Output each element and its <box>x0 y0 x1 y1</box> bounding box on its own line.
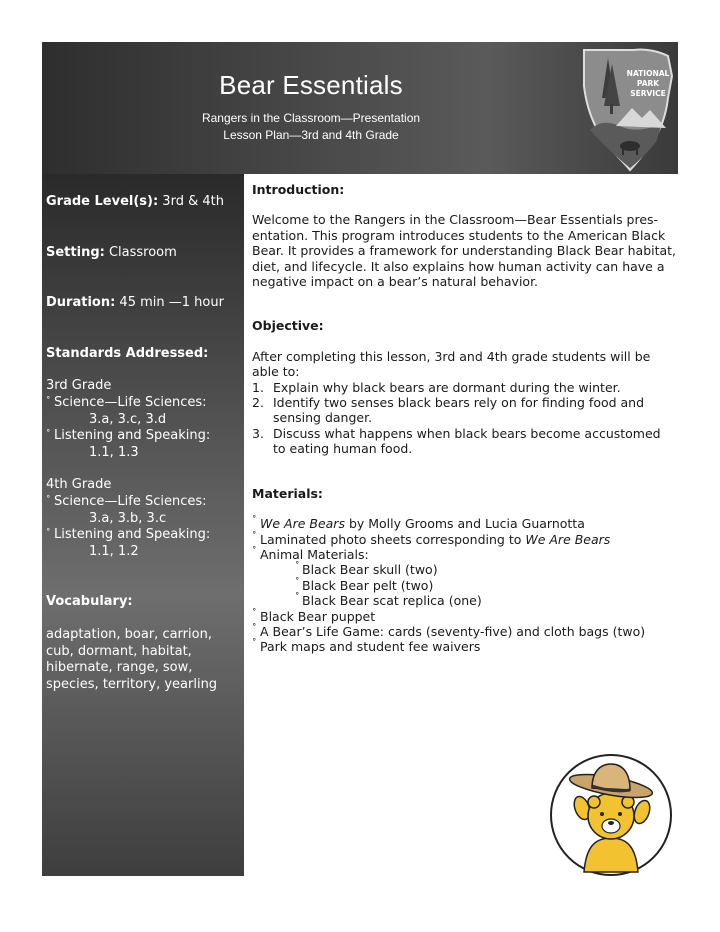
duration-value: 45 min —1 hour <box>115 295 224 311</box>
standard-codes: 3.a, 3.b, 3.c <box>89 510 167 526</box>
objective-heading: Objective: <box>252 318 324 334</box>
nps-arrowhead-icon <box>576 46 676 172</box>
standard-codes: 3.a, 3.c, 3.d <box>89 411 167 427</box>
badge-line-1: NATIONAL <box>626 69 670 78</box>
setting-value: Classroom <box>104 244 177 260</box>
subtitle-line-1: Rangers in the Classroom—Presentation <box>201 111 421 125</box>
material-item: ˚ Laminated photo sheets corresponding to We Are Bears <box>252 531 611 547</box>
sidebar <box>42 174 244 876</box>
introduction-text: Welcome to the Rangers in the Classroom—Bear Essentials pres- entation. This program introduces students to the American Black Bear. It provides a framework for understanding Black Bear habitat, diet, and lifecycle. It also explains how human activity can have a negative impact on a bear’s natural behavior. <box>252 212 677 290</box>
grade-value: 3rd & 4th <box>158 194 224 209</box>
page-title: Bear Essentials <box>219 70 403 100</box>
objective-item: 2. Identify two senses black bears rely on for finding food and sensing danger. <box>252 395 645 426</box>
material-item: ˚ Park maps and student fee waivers <box>252 639 481 655</box>
vocabulary-heading: Vocabulary: <box>46 594 133 610</box>
animal-material-item: ˚ Black Bear skull (two) <box>295 562 438 578</box>
animal-material-item: ˚ Black Bear scat replica (one) <box>295 593 482 609</box>
duration-label: Duration: <box>46 295 116 311</box>
vocabulary-list: adaptation, boar, carrion, cub, dormant, habitat, hibernate, range, sow, species, territory, yearling <box>46 626 218 692</box>
standard-item: ˚ Science—Life Sciences: <box>46 394 207 410</box>
setting-label: Setting: <box>46 244 105 260</box>
material-item: ˚ We Are Bears by Molly Grooms and Lucia Guarnotta <box>252 516 585 532</box>
standard-item: ˚ Listening and Speaking: <box>46 428 211 444</box>
standard-item: ˚ Listening and Speaking: <box>46 527 211 543</box>
ranger-bear-mascot-icon <box>548 752 674 878</box>
objective-item: 1. Explain why black bears are dormant during the winter. <box>252 379 621 395</box>
photo-book-title: We Are Bears <box>525 531 611 547</box>
introduction-heading: Introduction: <box>252 182 345 197</box>
standard-codes: 1.1, 1.2 <box>89 543 139 559</box>
material-item: ˚ Black Bear puppet <box>252 608 376 624</box>
grade-level <box>46 194 242 211</box>
main-content <box>252 182 682 655</box>
badge-line-2: PARK <box>636 79 660 88</box>
material-item: ˚ A Bear’s Life Game: cards (seventy-five) and cloth bags (two) <box>252 623 646 639</box>
material-item: ˚ Animal Materials: <box>252 546 369 562</box>
objective-intro: After completing this lesson, 3rd and 4th grade students will be able to: <box>252 348 651 380</box>
book-title: We Are Bears <box>260 516 345 532</box>
standard-item: ˚ Science—Life Sciences: <box>46 493 207 509</box>
animal-material-item: ˚ Black Bear pelt (two) <box>295 577 434 593</box>
setting <box>46 245 242 262</box>
duration <box>46 295 242 312</box>
subtitle-line-2: Lesson Plan—3rd and 4th Grade <box>223 128 399 142</box>
page-subtitle <box>42 110 580 144</box>
grade4-heading: 4th Grade <box>46 477 112 493</box>
standard-codes: 1.1, 1.3 <box>89 444 139 460</box>
objective-item: 3. Discuss what happens when black bears become accustomed to eating human food. <box>252 425 661 457</box>
badge-line-3: SERVICE <box>630 89 666 98</box>
header-text <box>42 42 580 144</box>
page-header <box>42 42 678 174</box>
materials-heading: Materials: <box>252 485 323 501</box>
standards-heading: Standards Addressed: <box>46 345 209 361</box>
grade3-heading: 3rd Grade <box>46 378 112 394</box>
grade-label: Grade Level(s): <box>46 194 159 209</box>
